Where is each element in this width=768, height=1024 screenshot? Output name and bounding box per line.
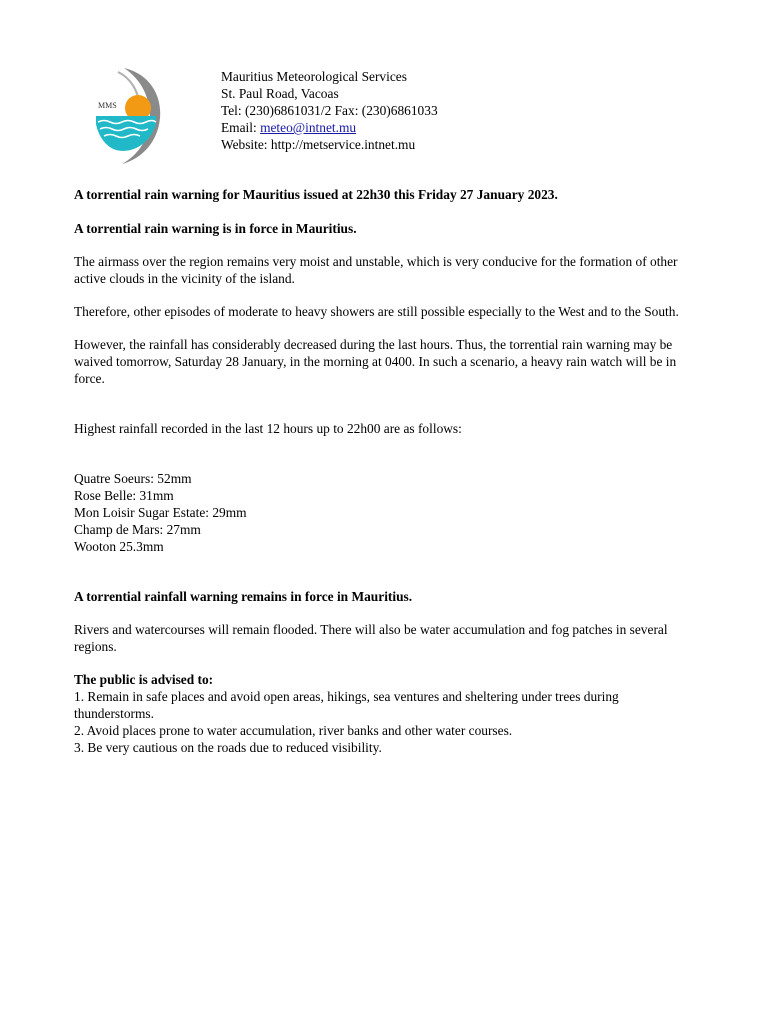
rainfall-item: Quatre Soeurs: 52mm bbox=[74, 471, 192, 486]
paragraph-waiver: However, the rainfall has considerably decreased during the last hours. Thus, the torrential rain warning may be waived tomorrow, Saturday 28 January, in the morning at 0400. In such a scenario, a heavy rain watch will be in force. bbox=[74, 337, 677, 386]
paragraph-showers: Therefore, other episodes of moderate to heavy showers are still possible especially to the West and to the South. bbox=[74, 304, 679, 319]
advice-item: 3. Be very cautious on the roads due to reduced visibility. bbox=[74, 740, 382, 755]
advice-item: 2. Avoid places prone to water accumulation, river banks and other water courses. bbox=[74, 723, 513, 738]
bulletin-title: A torrential rain warning for Mauritius issued at 22h30 this Friday 27 January 2023. bbox=[74, 187, 558, 202]
warning-remains-heading: A torrential rainfall warning remains in force in Mauritius. bbox=[74, 589, 413, 604]
letterhead bbox=[221, 68, 438, 153]
org-phone: Tel: (230)6861031/2 Fax: (230)6861033 bbox=[221, 103, 438, 118]
rainfall-item: Wooton 25.3mm bbox=[74, 539, 164, 554]
bulletin-body bbox=[74, 186, 700, 756]
warning-heading: A torrential rain warning is in force in Mauritius. bbox=[74, 221, 357, 236]
rainfall-item: Rose Belle: 31mm bbox=[74, 488, 174, 503]
rainfall-intro: Highest rainfall recorded in the last 12 hours up to 22h00 are as follows: bbox=[74, 421, 462, 436]
email-link[interactable]: meteo@intnet.mu bbox=[260, 120, 357, 135]
paragraph-airmass: The airmass over the region remains very moist and unstable, which is very conducive for the formation of other active clouds in the vicinity of the island. bbox=[74, 254, 678, 286]
rainfall-list bbox=[74, 470, 700, 555]
org-name: Mauritius Meteorological Services bbox=[221, 69, 407, 84]
mms-logo bbox=[88, 66, 164, 166]
rainfall-item: Mon Loisir Sugar Estate: 29mm bbox=[74, 505, 247, 520]
org-email bbox=[221, 119, 438, 136]
paragraph-rivers: Rivers and watercourses will remain flooded. There will also be water accumulation and fog patches in several regions. bbox=[74, 622, 668, 654]
advice-item: 1. Remain in safe places and avoid open areas, hikings, sea ventures and sheltering under trees during thunderstorms. bbox=[74, 689, 619, 721]
logo-text: MMS bbox=[98, 101, 117, 110]
email-label: Email: bbox=[221, 120, 261, 135]
rainfall-item: Champ de Mars: 27mm bbox=[74, 522, 201, 537]
advice-heading: The public is advised to: bbox=[74, 672, 214, 687]
org-address: St. Paul Road, Vacoas bbox=[221, 86, 339, 101]
org-website: Website: http://metservice.intnet.mu bbox=[221, 137, 416, 152]
